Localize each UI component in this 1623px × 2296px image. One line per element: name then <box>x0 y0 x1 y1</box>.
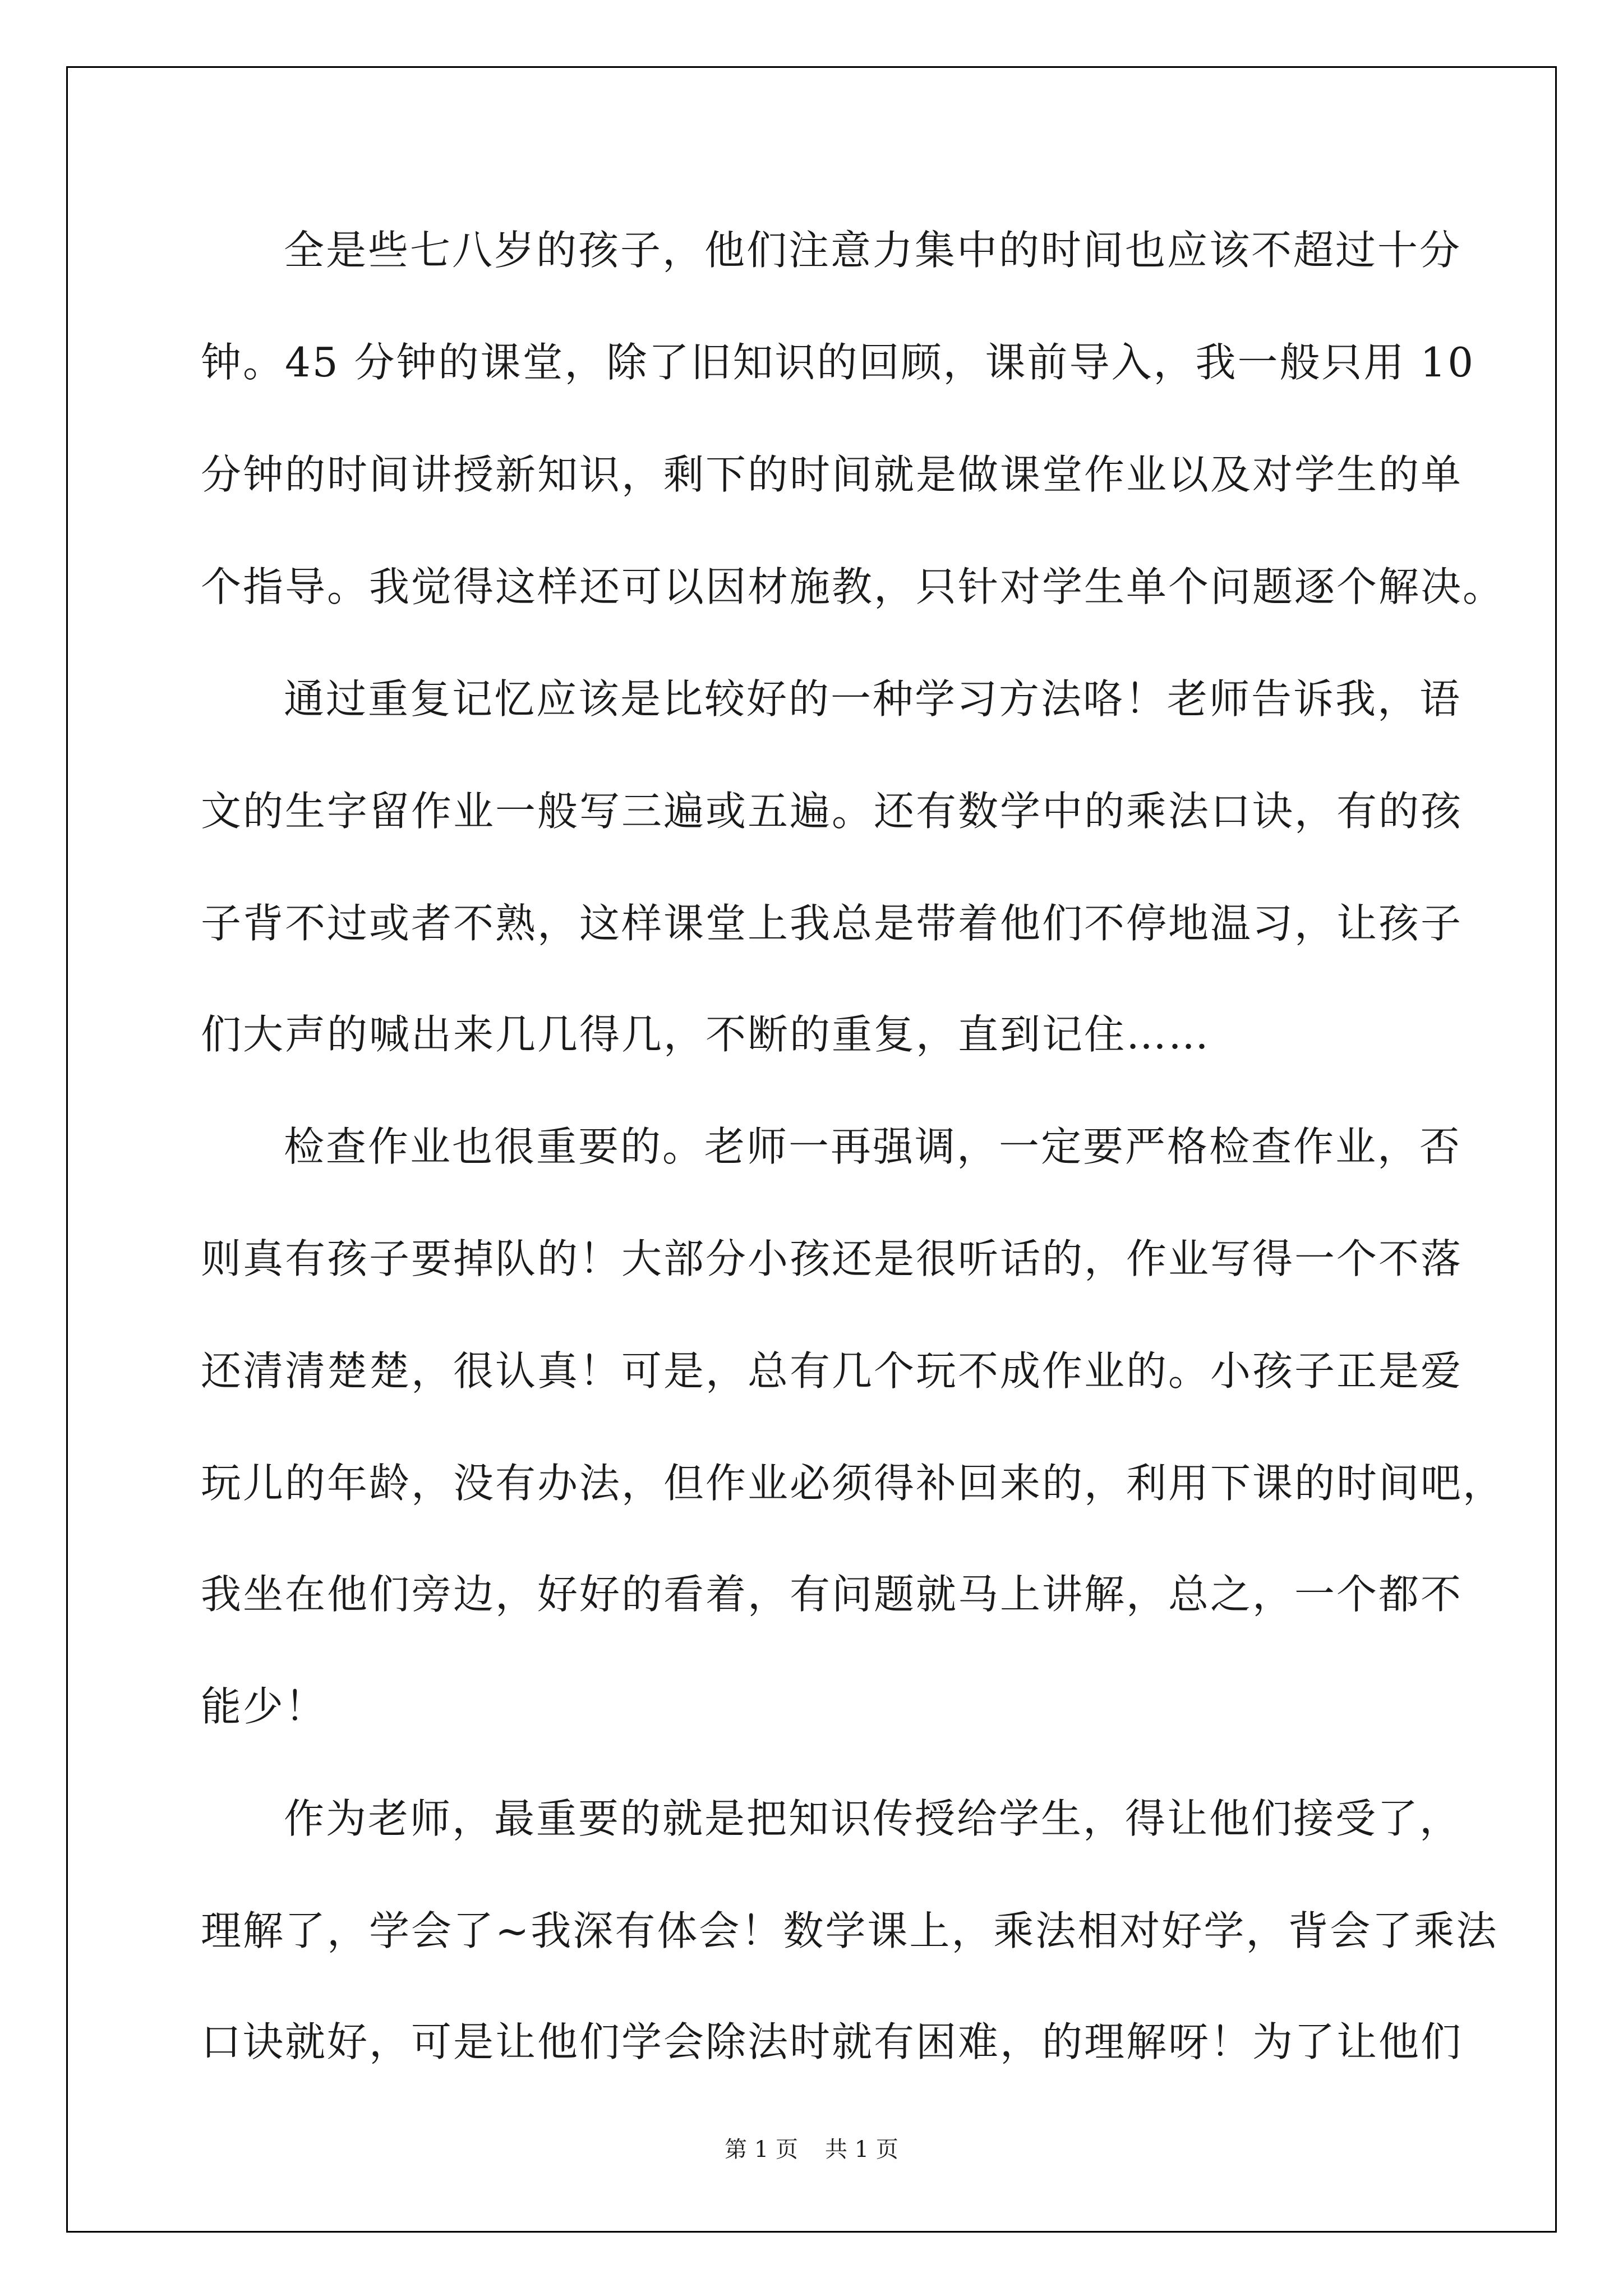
text-line: 作为老师，最重要的就是把知识传授给学生，得让他们接受了， <box>284 1795 1462 1842</box>
text-line: 子背不过或者不熟，这样课堂上我总是带着他们不停地温习，让孩子 <box>201 900 1463 947</box>
text-line: 则真有孩子要掉队的！大部分小孩还是很听话的，作业写得一个不落 <box>201 1235 1463 1282</box>
page-total: 共 1 页 <box>825 2137 898 2162</box>
text-line: 钟。45 分钟的课堂，除了旧知识的回顾，课前导入，我一般只用 10 <box>201 339 1476 386</box>
text-line: 文的生字留作业一般写三遍或五遍。还有数学中的乘法口诀，有的孩 <box>201 788 1463 835</box>
text-line: 个指导。我觉得这样还可以因材施教，只针对学生单个问题逐个解决。 <box>201 563 1505 610</box>
text-line: 我坐在他们旁边，好好的看着，有问题就马上讲解，总之，一个都不 <box>201 1571 1463 1618</box>
text-line: 口诀就好，可是让他们学会除法时就有困难，的理解呀！为了让他们 <box>201 2018 1463 2065</box>
text-line: 检查作业也很重要的。老师一再强调，一定要严格检查作业，否 <box>284 1123 1462 1170</box>
text-line: 通过重复记忆应该是比较好的一种学习方法咯！老师告诉我，语 <box>284 675 1462 723</box>
text-line: 们大声的喊出来几几得几，不断的重复，直到记住…… <box>201 1011 1211 1058</box>
text-line: 玩儿的年龄，没有办法，但作业必须得补回来的，利用下课的时间吧， <box>201 1460 1505 1507</box>
text-line: 理解了，学会了~我深有体会！数学课上，乘法相对好学，背会了乘法 <box>201 1907 1498 1954</box>
page-number: 第 1 页 <box>725 2137 798 2162</box>
text-line: 还清清楚楚，很认真！可是，总有几个玩不成作业的。小孩子正是爱 <box>201 1347 1463 1395</box>
text-line: 全是些七八岁的孩子，他们注意力集中的时间也应该不超过十分 <box>284 227 1462 274</box>
text-line: 分钟的时间讲授新知识，剩下的时间就是做课堂作业以及对学生的单 <box>201 451 1463 498</box>
text-line: 能少！ <box>201 1683 328 1730</box>
page-footer <box>0 2138 1623 2161</box>
